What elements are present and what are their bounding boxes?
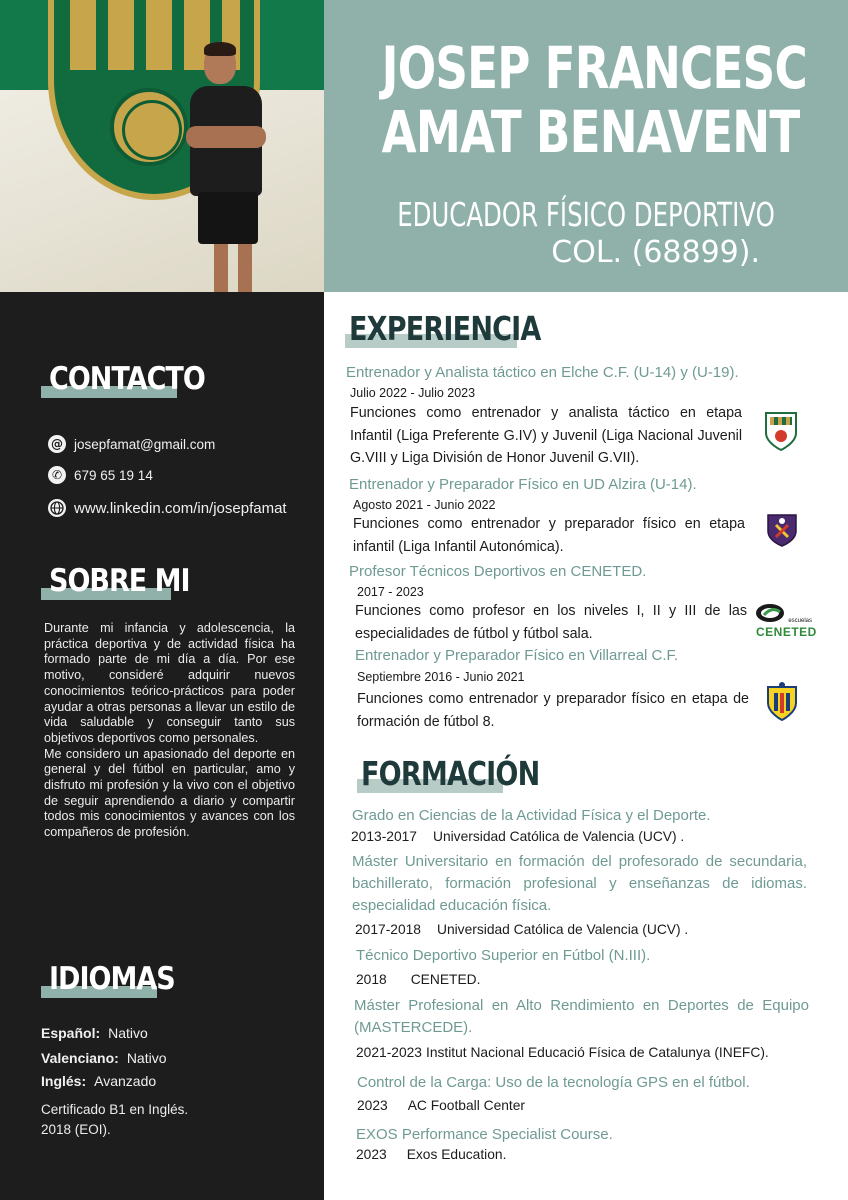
education-institution: Universidad Católica de Valencia (UCV) . (436, 922, 689, 937)
education-institution: Exos Education. (406, 1147, 507, 1162)
language-item (41, 1073, 156, 1089)
education-meta (356, 972, 480, 987)
certificate-line-1: Certificado B1 en Inglés. (41, 1102, 189, 1117)
phone-icon: ✆ (48, 466, 66, 484)
ceneted-logo-icon (754, 602, 817, 640)
language-name: Inglés: (41, 1073, 87, 1089)
college-number: COL. (68899). (551, 235, 760, 270)
about-text (44, 621, 295, 841)
languages-heading (41, 961, 175, 998)
phone-text[interactable]: 679 65 19 14 (74, 467, 153, 483)
job-dates: Agosto 2021 - Junio 2022 (353, 498, 496, 512)
education-title: Máster Universitario en formación del profesorado de secundaria, bachillerato, formación profesional y enseñanzas de idiomas. especialidad educación física. (352, 853, 807, 914)
education-year: 2021-2023 (356, 1045, 422, 1060)
job-title: Entrenador y Preparador Físico en Villarreal C.F. (355, 647, 679, 664)
job-dates: Septiembre 2016 - Junio 2021 (357, 670, 525, 684)
education-title: Control de la Carga: Uso de la tecnología GPS en el fútbol. (357, 1074, 750, 1091)
language-name: Español: (41, 1025, 101, 1041)
education-year: 2013-2017 (351, 829, 417, 844)
contact-heading (41, 361, 205, 398)
crest-ball-icon (110, 88, 188, 166)
about-paragraph-2: Me considero un apasionado del deporte en general y del fútbol en particular, amo y disfruto mi profesión y la vivo con el objetivo de seguir aprendiendo a diario y compartir todos mis conocimientos y avances con los compañeros de profesión. (44, 746, 295, 840)
language-level: Nativo (126, 1050, 167, 1066)
experience-heading-text: EXPERIENCIA (349, 309, 541, 348)
language-name: Valenciano: (41, 1050, 119, 1066)
person-arms (186, 126, 266, 148)
elche-crest-icon (764, 411, 798, 455)
ceneted-small-text: escuelas (788, 618, 812, 624)
person-leg-right (238, 244, 252, 292)
job-dates: Julio 2022 - Julio 2023 (350, 386, 476, 400)
job-role: EDUCADOR FÍSICO DEPORTIVO (397, 195, 775, 234)
education-title: Técnico Deportivo Superior en Fútbol (N.III). (356, 947, 651, 964)
certificate-line-2: 2018 (EOI). (41, 1122, 111, 1137)
person-hair (204, 42, 236, 56)
profile-photo (0, 0, 324, 292)
linkedin-text[interactable]: www.linkedin.com/in/josepfamat (74, 499, 287, 517)
email-text[interactable]: josepfamat@gmail.com (74, 436, 216, 452)
education-year: 2017-2018 (355, 922, 421, 937)
education-year: 2023 (356, 1147, 387, 1162)
education-institution: Institut Nacional Educació Física de Catalunya (INEFC). (425, 1045, 769, 1060)
contact-heading-text: CONTACTO (49, 361, 205, 397)
globe-icon (48, 499, 66, 517)
at-icon: @ (48, 435, 66, 453)
languages-heading-text: IDIOMAS (49, 961, 175, 997)
education-institution: AC Football Center (407, 1098, 526, 1113)
person-leg-left (214, 244, 228, 292)
language-item (41, 1050, 167, 1066)
language-item (41, 1025, 148, 1041)
education-meta (356, 1045, 769, 1060)
alzira-crest-icon (766, 513, 798, 551)
name-line-1: JOSEP FRANCESC (381, 34, 807, 102)
experience-heading (345, 308, 541, 348)
job-title: Profesor Técnicos Deportivos en CENETED. (349, 563, 647, 580)
ceneted-text: CENETED (756, 625, 817, 639)
job-dates: 2017 - 2023 (357, 585, 424, 599)
education-title: Grado en Ciencias de la Actividad Física y el Deporte. (352, 807, 711, 824)
job-description: Funciones como entrenador y analista táctico en etapa Infantil (Liga Preferente G.IV) y Juvenil (Liga Nacional Juvenil G.VIII y Liga División de Honor Juvenil G.VII). (350, 405, 742, 466)
about-heading (41, 563, 190, 600)
about-paragraph-1: Durante mi infancia y adolescencia, la práctica deportiva y de actividad física ha formado parte de mi día a día. Por ese motivo, consideré adquirir nuevos conocimientos teórico-prácticos para poder ayudar a otras personas a llevar un estilo de vida saludable y conseguir tanto sus objetivos deportivos como personales. (44, 621, 295, 745)
villarreal-crest-icon (766, 681, 798, 725)
education-institution: Universidad Católica de Valencia (UCV) . (432, 829, 685, 844)
job-description: Funciones como entrenador y preparador físico en etapa infantil (Liga Infantil Autonómica). (353, 516, 745, 555)
education-year: 2023 (357, 1098, 388, 1113)
contact-phone[interactable] (48, 466, 153, 484)
job-description: Funciones como entrenador y preparador físico en etapa de formación de fútbol 8. (357, 691, 749, 730)
education-meta (351, 829, 684, 844)
contact-email[interactable] (48, 435, 215, 453)
sidebar (0, 292, 324, 1200)
contact-linkedin[interactable] (48, 499, 287, 517)
job-title: Entrenador y Analista táctico en Elche C.F. (U-14) y (U-19). (346, 364, 739, 381)
education-meta (357, 1098, 525, 1113)
education-year: 2018 (356, 972, 387, 987)
education-title: EXOS Performance Specialist Course. (356, 1126, 613, 1143)
certificate (41, 1100, 271, 1140)
education-heading-text: FORMACIÓN (361, 754, 540, 793)
language-level: Avanzado (94, 1073, 157, 1089)
job-title: Entrenador y Preparador Físico en UD Alzira (U-14). (349, 476, 697, 493)
name-line-2: AMAT BENAVENT (381, 98, 800, 166)
full-name (381, 34, 807, 166)
about-heading-text: SOBRE MI (49, 563, 190, 599)
language-level: Nativo (108, 1025, 148, 1041)
education-meta (355, 922, 688, 937)
education-institution: CENETED. (410, 972, 481, 987)
job-description: Funciones como profesor en los niveles I, II y III de las especialidades de fútbol y fútbol sala. (355, 603, 747, 642)
header-banner (324, 0, 848, 292)
education-heading (357, 753, 540, 793)
education-title: Máster Profesional en Alto Rendimiento en Deportes de Equipo (MASTERCEDE). (354, 997, 809, 1036)
education-meta (356, 1147, 506, 1162)
person-shorts (198, 192, 258, 244)
